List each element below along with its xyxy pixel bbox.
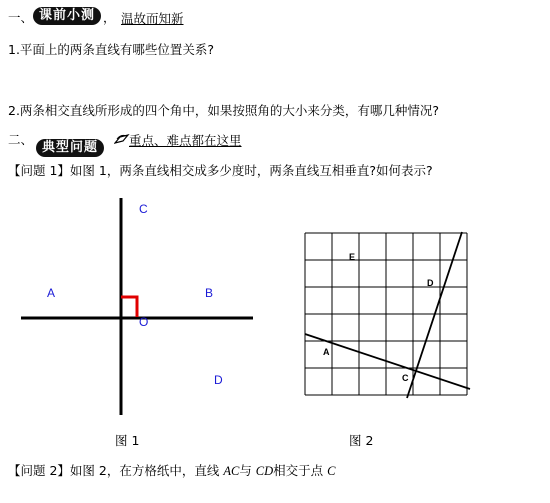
problem-1: 【问题 1】如图 1，两条直线相交成多少度时，两条直线互相垂直?如何表示? — [8, 163, 433, 178]
figure-2 — [300, 228, 480, 403]
fig2-grid — [305, 233, 467, 395]
figure-2-caption: 图 2 — [349, 433, 374, 448]
fig2-label-a: A — [323, 347, 330, 357]
fig1-label-d: D — [214, 373, 223, 387]
problem-2-suffix: 相交于点 — [273, 463, 328, 478]
problem-2-point-c: C — [327, 464, 336, 478]
fig1-label-c: C — [139, 202, 148, 216]
section2-subtitle: 重点、难点都在这里 — [129, 133, 242, 148]
problem-2-prefix: 【问题 2】如图 2，在方格纸中，直线 — [8, 463, 224, 478]
problem-2 — [8, 463, 336, 479]
fig1-label-o: O — [139, 315, 149, 329]
fig2-label-d: D — [427, 278, 434, 288]
section2-number: 二、 — [8, 132, 34, 147]
pen-icon — [114, 133, 130, 145]
problem-2-line-cd: CD — [255, 464, 274, 478]
fig1-label-b: B — [205, 286, 214, 300]
section1-badge: 课前小测 — [33, 7, 101, 25]
figure-1 — [0, 190, 290, 425]
question-2: 2.两条相交直线所形成的四个角中，如果按照角的大小来分类，有哪几种情况? — [8, 103, 440, 118]
section1-comma: ， — [103, 10, 116, 25]
fig1-right-angle-mark — [121, 297, 137, 317]
fig2-line-ac — [305, 334, 470, 389]
problem-2-mid: 与 — [239, 463, 256, 478]
question-1: 1.平面上的两条直线有哪些位置关系? — [8, 42, 215, 57]
fig2-label-e: E — [349, 252, 356, 262]
fig2-label-c: C — [402, 373, 409, 383]
fig2-line-cd — [407, 232, 462, 398]
figure-1-caption: 图 1 — [115, 433, 140, 448]
fig1-label-a: A — [47, 286, 56, 300]
section1-subtitle: 温故而知新 — [121, 11, 184, 26]
problem-2-line-ac: AC — [223, 464, 240, 478]
section2-badge: 典型问题 — [36, 139, 104, 157]
section1-number: 一、 — [8, 10, 34, 25]
